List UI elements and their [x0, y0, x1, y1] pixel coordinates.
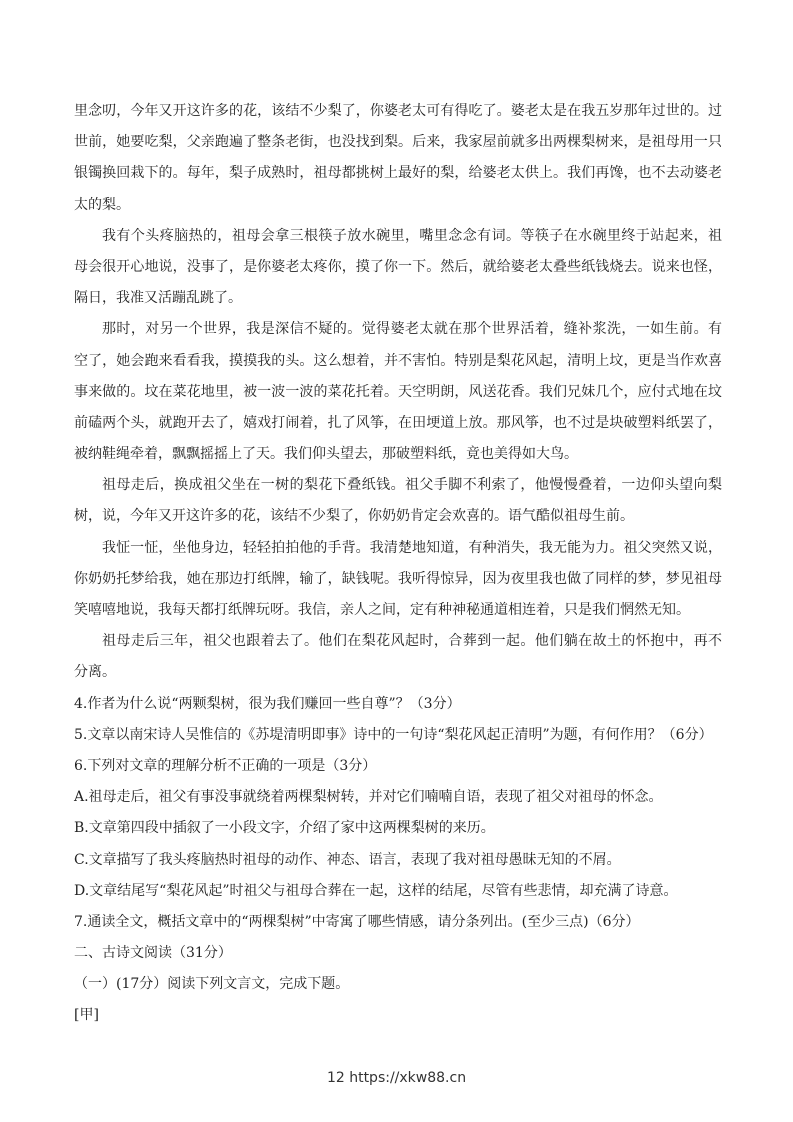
question-line: 6.下列对文章的理解分析不正确的一项是（3分）	[74, 757, 377, 774]
text-line: 祖母走后三年，祖父也跟着去了。他们在梨花风起时，合葬到一起。他们躺在故土的怀抱中，再不	[102, 633, 722, 650]
question-line: [甲]	[74, 1007, 99, 1024]
paragraph	[74, 221, 722, 315]
question-line: A.祖母走后，祖父有事没事就绕着两棵梨树转，并对它们喃喃自语，表现了祖父对祖母的怀念。	[74, 789, 663, 806]
question-line: 5.文章以南宋诗人吴惟信的《苏堤清明即事》诗中的一句诗“梨花风起正清明”为题，有何作用？（6分）	[74, 726, 713, 743]
question-line: 4.作者为什么说“两颗梨树，很为我们赚回一些自尊”？（3分）	[74, 695, 461, 712]
paragraph	[74, 533, 722, 627]
paragraph	[74, 314, 722, 470]
questions	[74, 689, 722, 1032]
text-line: 我有个头疼脑热的，祖母会拿三根筷子放水碗里，嘴里念念有词。等筷子在水碗里终于站起来，祖	[102, 227, 722, 244]
text-line: 你奶奶托梦给我，她在那边打纸牌，输了，缺钱呢。我听得惊异，因为夜里我也做了同样的梦，梦见祖母	[74, 570, 722, 587]
passage	[74, 96, 722, 689]
text-line: 祖母走后，换成祖父坐在一树的梨花下叠纸钱。祖父手脚不利索了，他慢慢叠着，一边仰头望向梨	[102, 477, 722, 494]
question-line: 7.通读全文，概括文章中的“两棵梨树”中寄寓了哪些情感，请分条列出。(至少三点)（6分）	[74, 913, 640, 930]
paragraph	[74, 470, 722, 532]
text-line: 太的梨。	[74, 196, 130, 213]
text-line: 树，说，今年又开这许多的花，该结不少梨了，你奶奶肯定会欢喜的。语气酷似祖母生前。	[74, 508, 634, 525]
page-footer: 12 https://xkw88.cn	[326, 1070, 467, 1086]
text-line: 世前，她要吃梨，父亲跑遍了整条老街，也没找到梨。后来，我家屋前就多出两棵梨树来，是祖母用一只	[74, 134, 722, 151]
text-line: 被纳鞋绳牵着，飘飘摇摇上了天。我们仰头望去，那破塑料纸，竟也美得如大鸟。	[74, 446, 578, 463]
text-line: 分离。	[74, 664, 116, 681]
question-line: C.文章描写了我头疼脑热时祖母的动作、神态、语言，表现了我对祖母愚昧无知的不屑。	[74, 851, 621, 868]
text-line: 隔日，我准又活蹦乱跳了。	[74, 290, 242, 307]
question-line: 二、古诗文阅读（31分）	[74, 945, 232, 962]
text-line: 银镯换回栽下的。每年，梨子成熟时，祖母都挑树上最好的梨，给婆老太供上。我们再馋，也不去动婆老	[74, 165, 722, 182]
text-line: 笑嘻嘻地说，我每天都打纸牌玩呀。我信，亲人之间，定有种神秘通道相连着，只是我们惘然无知。	[74, 602, 690, 618]
text-line: 我怔一怔，坐他身边，轻轻拍拍他的手背。我清楚地知道，有种消失，我无能为力。祖父突然又说，	[102, 539, 722, 556]
text-line: 里念叨，今年又开这许多的花，该结不少梨了，你婆老太可有得吃了。婆老太是在我五岁那年过世的。过	[74, 103, 722, 119]
text-line: 那时，对另一个世界，我是深信不疑的。觉得婆老太就在那个世界活着，缝补浆洗，一如生前。有	[102, 321, 722, 338]
paragraph	[74, 626, 722, 688]
question-line: （一）(17分）阅读下列文言文，完成下题。	[74, 976, 350, 993]
text-line: 空了，她会跑来看看我，摸摸我的头。这么想着，并不害怕。特别是梨花风起，清明上坟，更是当作欢喜	[74, 352, 722, 369]
text-line: 事来做的。坟在菜花地里，被一波一波的菜花托着。天空明朗，风送花香。我们兄妹几个，应付式地在坟	[74, 383, 722, 400]
question-line: B.文章第四段中插叙了一小段文字，介绍了家中这两棵梨树的来历。	[74, 820, 495, 837]
paragraph	[74, 96, 722, 221]
document-body	[74, 96, 722, 1032]
question-line: D.文章结尾写“梨花风起”时祖父与祖母合葬在一起，这样的结尾，尽管有些悲情，却充满了诗意。	[74, 882, 678, 899]
text-line: 母会很开心地说，没事了，是你婆老太疼你，摸了你一下。然后，就给婆老太叠些纸钱烧去。说来也怪，	[74, 258, 722, 275]
text-line: 前磕两个头，就跑开去了，嬉戏打闹着，扎了风筝，在田埂道上放。那风筝，也不过是块破塑料纸罢了，	[74, 414, 722, 431]
